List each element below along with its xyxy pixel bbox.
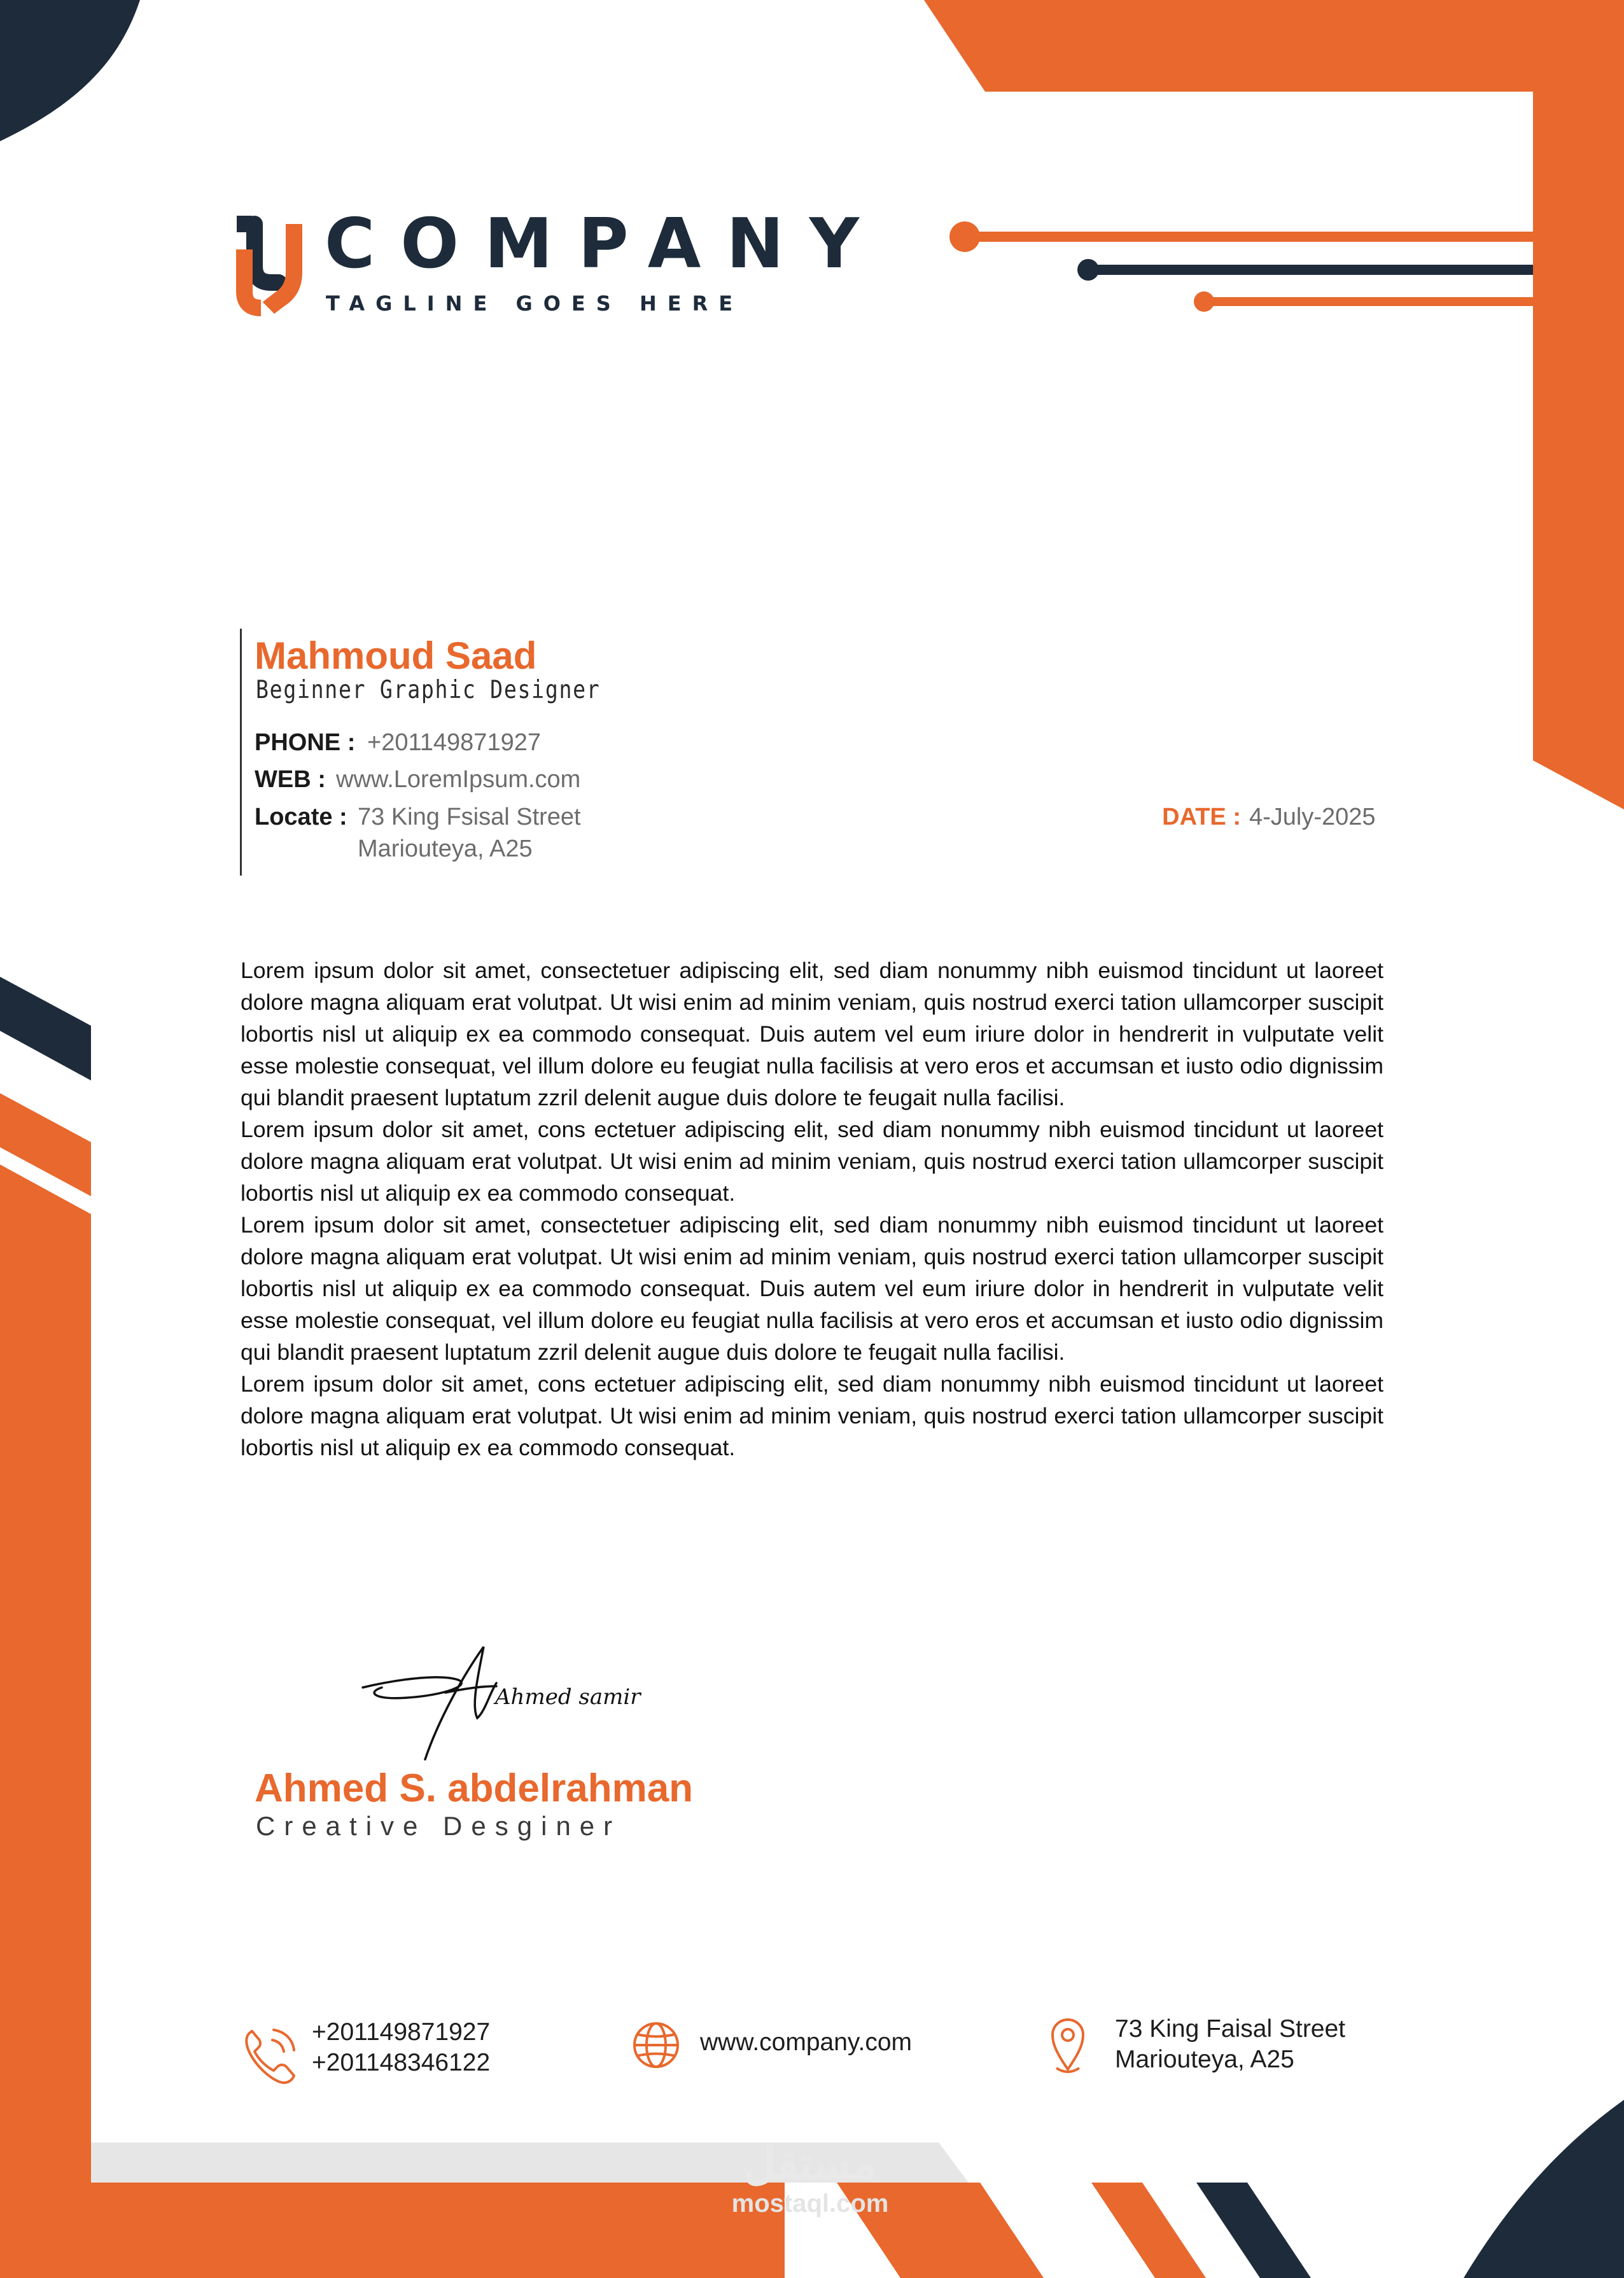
sender-divider xyxy=(240,629,242,876)
footer-address-line2: Mariouteya, A25 xyxy=(1115,2046,1294,2073)
date-label: DATE : xyxy=(1162,804,1241,830)
letter-body xyxy=(241,954,1383,1464)
phone-value: +201149871927 xyxy=(367,729,541,756)
body-paragraph: Lorem ipsum dolor sit amet, consectetuer adipiscing elit, sed diam nonummy nibh euismod tincidunt ut laoreet dolore magna aliquam erat volutpat. Ut wisi enim ad minim veniam, quis nostrud exerci tation ullamcorper suscipit lobortis nisl ut aliquip ex ea commodo consequat. Duis autem vel eum iriure dolor in hendrerit in vulputate velit esse molestie consequat, vel illum dolore eu feugiat nulla facilisis at vero eros et accumsan et iusto odio dignissim qui blandit praesent luptatum zzril delenit augue duis dolore te feugait nulla facilisi. xyxy=(241,1212,1383,1365)
bottom-stripe-orange-2 xyxy=(1091,2183,1206,2278)
left-stripe-navy xyxy=(0,977,91,1080)
footer-website: www.company.com xyxy=(700,2029,913,2056)
footer-phone-2: +201148346122 xyxy=(312,2049,491,2076)
phone-label: PHONE : xyxy=(255,729,356,756)
phone-icon xyxy=(246,2030,294,2083)
footer-phone-1: +201149871927 xyxy=(312,2018,491,2046)
locate-label: Locate : xyxy=(255,804,347,830)
date-value: 4-July-2025 xyxy=(1249,804,1376,830)
address-line1: 73 King Fsisal Street xyxy=(358,804,581,830)
bottom-stripe-navy xyxy=(1196,2183,1311,2278)
svg-text:Ahmed samir: Ahmed samir xyxy=(495,1684,641,1710)
watermark-latin: mostaql.com xyxy=(731,2190,889,2218)
sender-name: Mahmoud Saad xyxy=(255,634,537,677)
web-value: www.LoremIpsum.com xyxy=(336,766,581,793)
web-label: WEB : xyxy=(255,766,326,793)
sender-title: Beginner Graphic Designer xyxy=(256,676,601,704)
corner-blob-top-left xyxy=(0,0,140,141)
signer-title: Creative Desginer xyxy=(256,1811,622,1841)
body-paragraph: Lorem ipsum dolor sit amet, consectetuer adipiscing elit, sed diam nonummy nibh euismod tincidunt ut laoreet dolore magna aliquam erat volutpat. Ut wisi enim ad minim veniam, quis nostrud exerci tation ullamcorper suscipit lobortis nisl ut aliquip ex ea commodo consequat. Duis autem vel eum iriure dolor in hendrerit in vulputate velit esse molestie consequat, vel illum dolore eu feugiat nulla facilisis at vero eros et accumsan et iusto odio dignissim qui blandit praesent luptatum zzril delenit augue duis dolore te feugait nulla facilisi. xyxy=(241,958,1383,1110)
body-paragraph: Lorem ipsum dolor sit amet, cons ectetuer adipiscing elit, sed diam nonummy nibh euismod tincidunt ut laoreet dolore magna aliquam erat volutpat. Ut wisi enim ad minim veniam, quis nostrud exerci tation ullamcorper suscipit lobortis nisl ut aliquip ex ea commodo consequat. xyxy=(241,1371,1383,1460)
body-paragraph: Lorem ipsum dolor sit amet, cons ectetuer adipiscing elit, sed diam nonummy nibh euismod tincidunt ut laoreet dolore magna aliquam erat volutpat. Ut wisi enim ad minim veniam, quis nostrud exerci tation ullamcorper suscipit lobortis nisl ut aliquip ex ea commodo consequat. xyxy=(241,1117,1383,1206)
logo-tagline: TAGLINE GOES HERE xyxy=(326,291,744,316)
frame-top-right xyxy=(924,0,1624,809)
address-line2: Mariouteya, A25 xyxy=(358,835,533,862)
logo-mark-icon xyxy=(237,224,294,308)
watermark-arabic: مستقل xyxy=(743,2139,877,2188)
footer-address xyxy=(1115,2014,1345,2075)
logo-company-name: COMPANY xyxy=(325,204,885,284)
signature-scribble xyxy=(363,1647,641,1759)
corner-blob-bottom-right xyxy=(1464,2100,1624,2278)
signer-name: Ahmed S. abdelrahman xyxy=(255,1766,694,1810)
footer-address-line1: 73 King Faisal Street xyxy=(1115,2015,1346,2043)
watermark xyxy=(715,2141,906,2218)
location-pin-icon xyxy=(1053,2020,1083,2072)
globe-icon xyxy=(634,2023,678,2067)
footer-phones xyxy=(312,2017,490,2078)
header-lines xyxy=(949,221,1533,312)
